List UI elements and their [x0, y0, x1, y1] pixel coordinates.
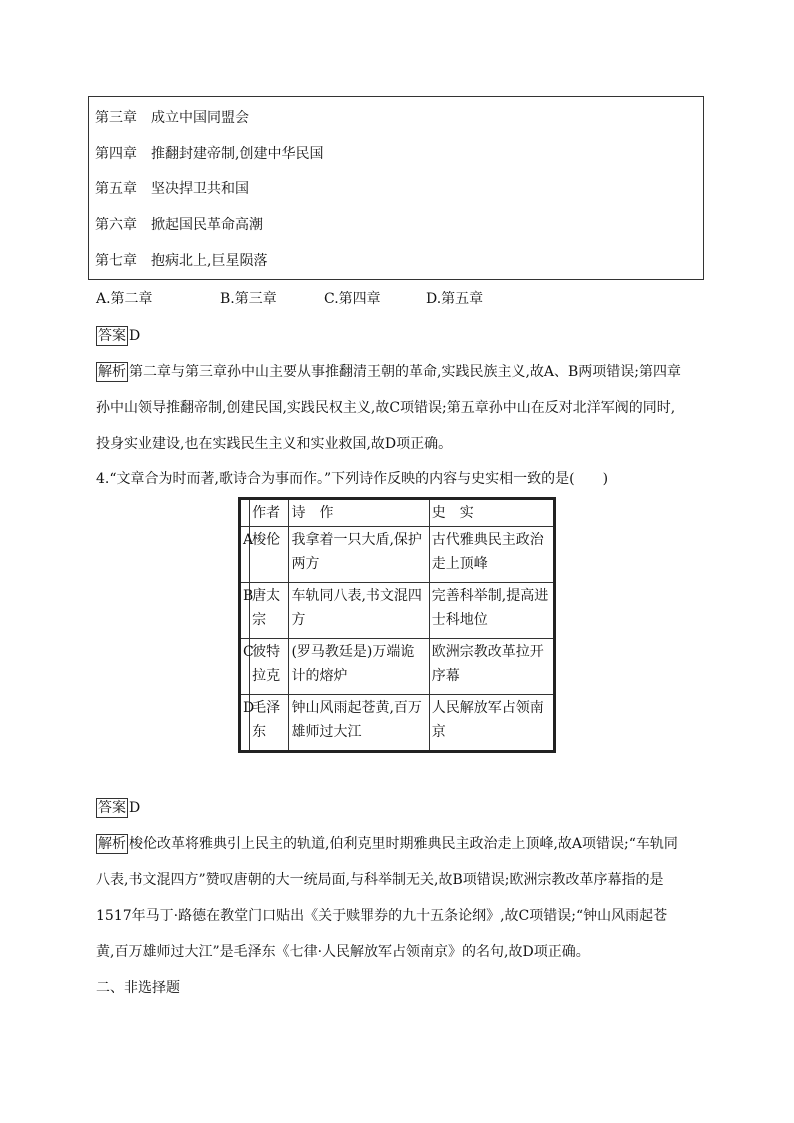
chapter-title: 掀起国民革命高潮 [151, 217, 263, 233]
header-fact: 史 实 [429, 499, 554, 527]
analysis-text: 第二章与第三章孙中山主要从事推翻清王朝的革命,实践民族主义,故A、B两项错误;第四章 [129, 364, 682, 380]
answer-value: D [129, 800, 141, 816]
chapter-title: 推翻封建帝制,创建中华民国 [151, 146, 324, 162]
row-fact: 完善科举制,提高进士科地位 [429, 582, 554, 638]
q3-analysis-line-3: 投身实业建设,也在实践民生主义和实业救国,故D项正确。 [96, 436, 453, 452]
row-author: 唐太宗 [250, 582, 289, 638]
q3-answer [96, 325, 700, 347]
table-row [240, 638, 555, 694]
q3-analysis-line-2: 孙中山领导推翻帝制,创建民国,实践民权主义,故C项错误;第五章孙中山在反对北洋军阀的同时, [96, 400, 676, 416]
table-row [240, 582, 555, 638]
table-row [240, 694, 555, 751]
chapter-number: 第七章 [95, 253, 137, 269]
q4-stem: 4.“文章合为时而著,歌诗合为事而作。”下列诗作反映的内容与史实相一致的是( ) [96, 471, 609, 487]
row-letter: B [240, 582, 250, 638]
row-poem: 钟山风雨起苍黄,百万雄师过大江 [289, 694, 429, 751]
row-author: 毛泽东 [250, 694, 289, 751]
q3-option-c: C.第四章 [324, 291, 381, 307]
row-fact: 古代雅典民主政治走上顶峰 [429, 527, 554, 583]
row-letter: A [240, 527, 250, 583]
row-letter: C [240, 638, 250, 694]
chapter-number: 第五章 [95, 181, 137, 197]
chapter-number: 第四章 [95, 146, 137, 162]
q3-analysis-line-1 [96, 361, 700, 383]
q3-option-a: A.第二章 [96, 291, 153, 307]
row-poem: (罗马教廷是)万端诡计的熔炉 [289, 638, 429, 694]
chapter-row [95, 250, 267, 272]
chapter-number: 第三章 [95, 110, 137, 126]
header-author: 作者 [250, 499, 289, 527]
row-author: 梭伦 [250, 527, 289, 583]
row-author: 彼特拉克 [250, 638, 289, 694]
table-row [240, 527, 555, 583]
q4-analysis-line-1 [96, 833, 700, 855]
row-fact: 人民解放军占领南京 [429, 694, 554, 751]
q4-analysis-line-4: 黄,百万雄师过大江”是毛泽东《七律·人民解放军占领南京》的名句,故D项正确。 [96, 944, 590, 960]
row-poem: 我拿着一只大盾,保护两方 [289, 527, 429, 583]
chapter-number: 第六章 [95, 217, 137, 233]
q3-options [96, 288, 696, 310]
analysis-tag: 解析 [98, 836, 126, 852]
chapter-list-box [88, 96, 704, 280]
answer-tag: 答案 [98, 800, 126, 816]
table-cell [240, 499, 250, 527]
analysis-text: 梭伦改革将雅典引上民主的轨道,伯利克里时期雅典民主政治走上顶峰,故A项错误;“车轨同 [129, 836, 678, 852]
analysis-tag: 解析 [98, 364, 126, 380]
q4-analysis-line-3: 1517年马丁·路德在教堂门口贴出《关于赎罪券的九十五条论纲》,故C项错误;“钟山风雨起苍 [96, 908, 668, 924]
q4-answer [96, 797, 700, 819]
chapter-row [95, 178, 249, 200]
chapter-title: 抱病北上,巨星陨落 [151, 253, 268, 269]
table-header-row [240, 499, 555, 527]
row-poem: 车轨同八表,书文混四方 [289, 582, 429, 638]
poem-history-table [238, 497, 556, 753]
header-poem: 诗 作 [289, 499, 429, 527]
answer-value: D [129, 328, 141, 344]
row-letter: D [240, 694, 250, 751]
q3-option-d: D.第五章 [426, 291, 484, 307]
q4-analysis-line-2: 八表,书文混四方”赞叹唐朝的大一统局面,与科举制无关,故B项错误;欧洲宗教改革序幕指的是 [96, 872, 664, 888]
row-fact: 欧洲宗教改革拉开序幕 [429, 638, 554, 694]
chapter-title: 成立中国同盟会 [151, 110, 249, 126]
section-title: 二、非选择题 [96, 980, 180, 996]
chapter-title: 坚决捍卫共和国 [151, 181, 249, 197]
answer-tag: 答案 [98, 328, 126, 344]
chapter-row [95, 107, 249, 129]
chapter-row [95, 143, 323, 165]
chapter-row [95, 214, 263, 236]
q3-option-b: B.第三章 [220, 291, 277, 307]
